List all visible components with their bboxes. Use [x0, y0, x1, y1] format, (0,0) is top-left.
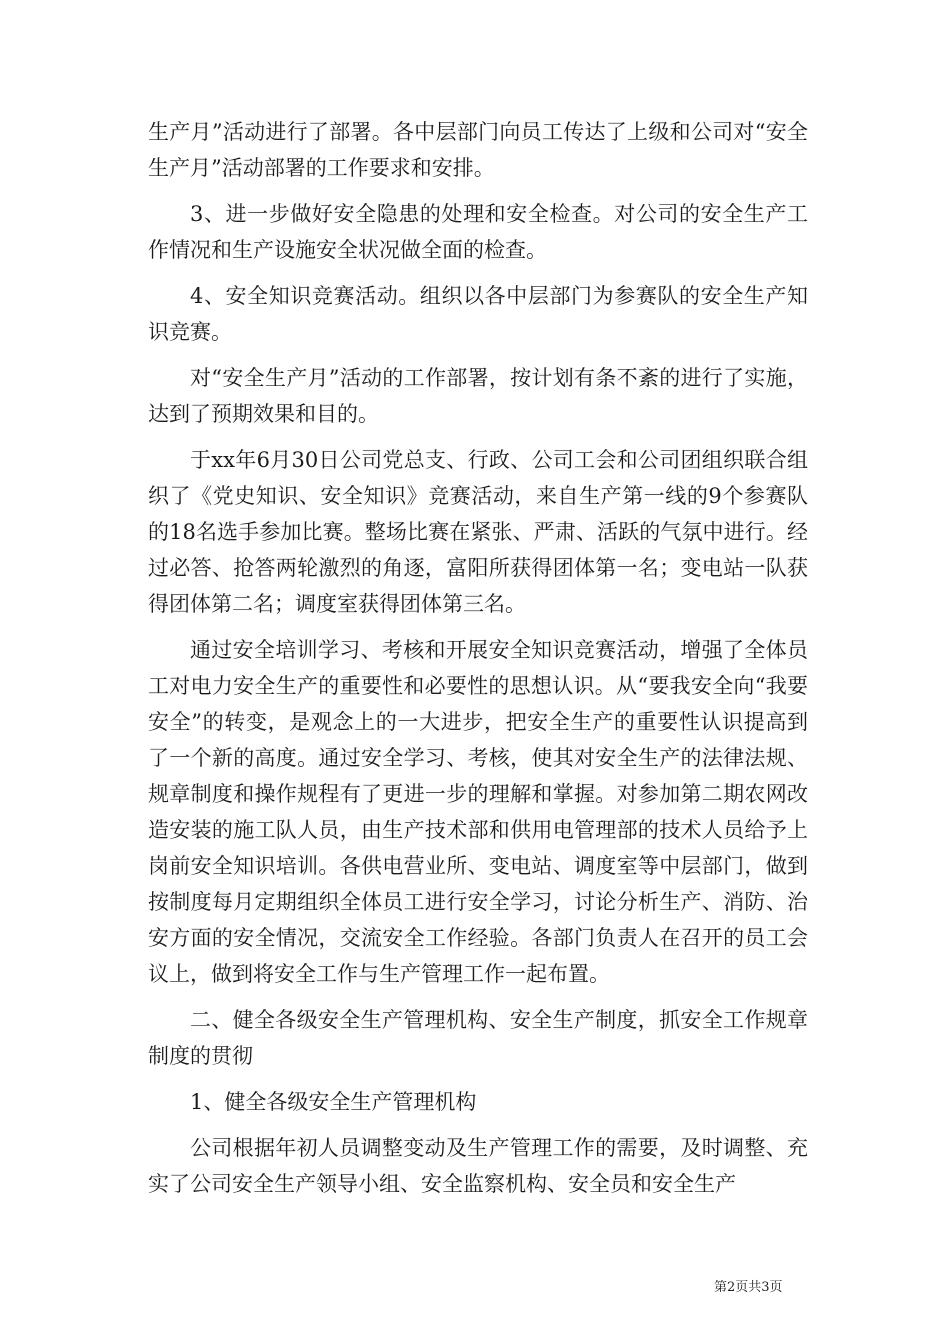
document-body	[148, 114, 808, 1202]
page-number: 第2页共3页	[714, 1280, 783, 1295]
paragraph-competition: 于xx年6月30日公司党总支、行政、公司工会和公司团组织联合组织了《党史知识、安全知识》竞赛活动，来自生产第一线的9个参赛队的18名选手参加比赛。整场比赛在紧张、严肃、活跃的气氛中进行。经过必答、抢答两轮激烈的角逐，富阳所获得团体第一名；变电站一队获得团体第二名；调度室获得团体第三名。	[148, 448, 808, 616]
paragraph-organization: 公司根据年初人员调整变动及生产管理工作的需要，及时调整、充实了公司安全生产领导小组、安全监察机构、安全员和安全生产	[148, 1136, 808, 1196]
paragraph-training: 通过安全培训学习、考核和开展安全知识竞赛活动，增强了全体员工对电力安全生产的重要性和必要性的思想认识。从“要我安全向“我要安全”的转变，是观念上的一大进步，把安全生产的重要性认识提高到了一个新的高度。通过安全学习、考核，使其对安全生产的法律法规、规章制度和操作规程有了更进一步的理解和掌握。对参加第二期农网改造安装的施工队人员，由生产技术部和供用电管理部的技术人员给予上岗前安全知识培训。各供电营业所、变电站、调度室等中层部门，做到按制度每月定期组织全体员工进行安全学习，讨论分析生产、消防、治安方面的安全情况，交流安全工作经验。各部门负责人在召开的员工会议上，做到将安全工作与生产管理工作一起布置。	[148, 638, 808, 986]
paragraph-summary: 对“安全生产月”活动的工作部署，按计划有条不紊的进行了实施，达到了预期效果和目的。	[148, 366, 808, 426]
subsection-heading-1: 1、健全各级安全生产管理机构	[190, 1090, 477, 1114]
section-heading-2: 二、健全各级安全生产管理机构、安全生产制度，抓安全工作规章制度的贯彻	[148, 1008, 808, 1068]
paragraph-item-3: 3、进一步做好安全隐患的处理和安全检查。对公司的安全生产工作情况和生产设施安全状况做全面的检查。	[148, 202, 808, 262]
paragraph-continuation: 生产月”活动进行了部署。各中层部门向员工传达了上级和公司对“安全生产月”活动部署的工作要求和安排。	[148, 120, 808, 180]
paragraph-item-4: 4、安全知识竞赛活动。组织以各中层部门为参赛队的安全生产知识竞赛。	[148, 284, 808, 344]
